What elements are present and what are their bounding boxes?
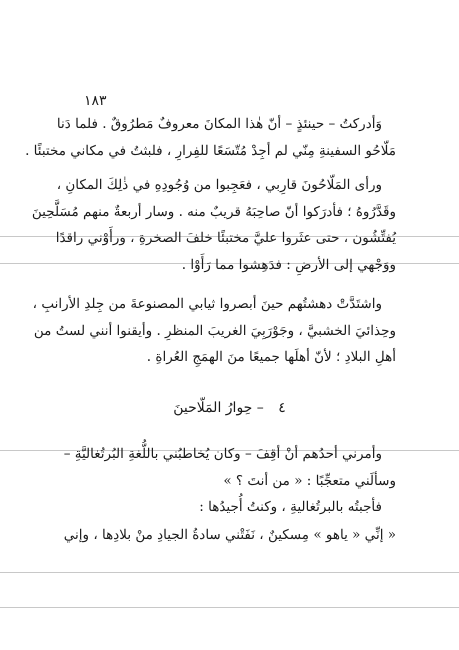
text-line: واشتَدَّتْ دهشتُهم حينَ أبصروا ثيابي المصنوعةَ من جِلدِ الأرانبِ ،: [32, 296, 382, 312]
text-line: أهلِ البلادِ ؛ لأنّ أهلَها جميعًا منَ الهمَجِ العُراةِ .: [146, 349, 396, 365]
section-title: حِوارُ المَلّاحينَ: [173, 400, 253, 416]
heading-dash: –: [256, 400, 264, 416]
paragraph: [64, 522, 396, 549]
text-line: ورأى المَلّاحُونَ قارِبي ، فعَجِبوا من وُجُودِهِ في ذٰلِكَ المكانِ ،: [56, 177, 382, 193]
text-line: وقَدَّرُوهُ ؛ فأدرَكوا أنّ صاحِبَهُ قريبٌ منه . وسار أربعةٌ منهم مُسَلَّحِينَ: [31, 203, 396, 220]
text-line: فأجبتُه بالبرتُغاليةِ ، وكنتُ أُجيدُها :: [199, 499, 382, 515]
paragraph: [31, 172, 396, 278]
section-heading: [0, 400, 459, 416]
text-line: وحِذائيَ الخشبيَّ ، وجَوْرَبِيَ الغريبَ المنظرِ . وأيقنوا أنني لستُ من: [33, 322, 396, 339]
text-line: وَأدركتُ – حينئذٍ – أنّ هٰذا المكانَ معروفٌ مَطرُوقٌ . فلما دَنا: [56, 116, 382, 132]
text-line: وسألَني متعجِّبًا : « من أنتَ ؟ »: [223, 472, 396, 489]
text-line: ووَجْهي إلى الأرضِ : فدَهِشوا مما رَأَوْا .: [181, 256, 396, 273]
paragraph: [32, 291, 396, 371]
section-number: ٤: [278, 400, 286, 416]
divider-line: [0, 607, 459, 608]
text-line: مَلّاحُو السفينةِ مِنّي لم أجِدْ مُتّسَعًا للفِرارِ ، فلبثتُ في مكاني مختبئًا .: [25, 142, 396, 159]
text-line: « إنِّي « ياهو » مِسكينٌ ، نَفَتْني سادةُ الجيادِ منْ بلادِها ، وإني: [63, 527, 396, 543]
paragraph: [25, 111, 396, 164]
page-number: ١٨٣: [84, 93, 107, 109]
paragraph: [64, 441, 396, 494]
divider-line: [0, 572, 459, 573]
paragraph: [64, 494, 396, 521]
text-line: يُفتِّشُون ، حتى عثَروا عليَّ مختبئًا خلفَ الصخرةِ ، ورأَوْني راقدًا: [55, 230, 396, 246]
text-line: وأمرني أحدُهم أنْ أقِفَ – وكان يُخاطبُني باللُّغةِ البُرتُغاليَّةِ –: [63, 446, 382, 462]
